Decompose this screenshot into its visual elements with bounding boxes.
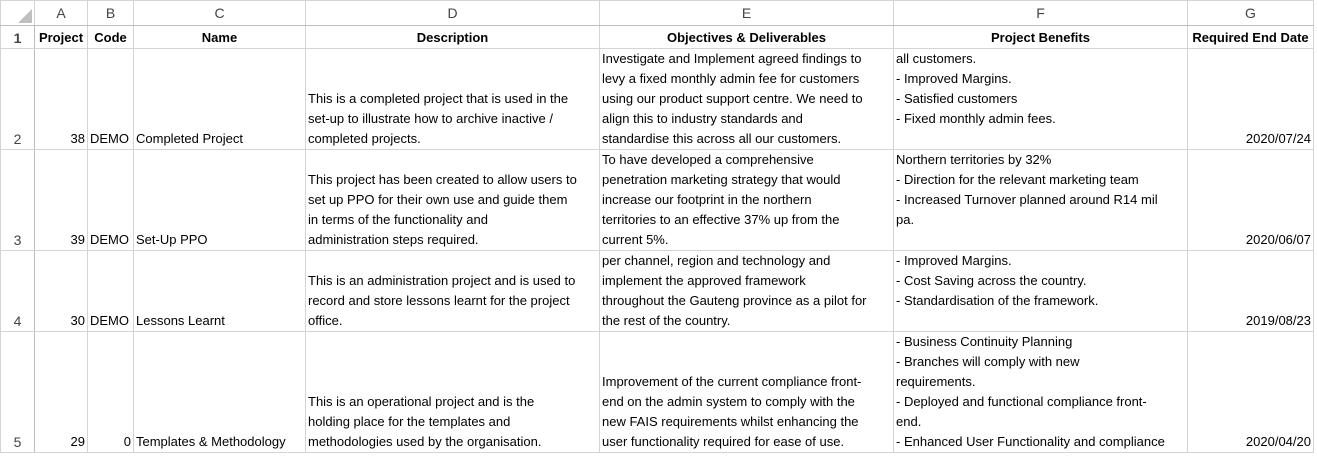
header-description[interactable]: Description xyxy=(306,26,600,49)
objectives-text: To have developed a comprehensive penetration marketing strategy that would increase our footprint in the northern territories to an effective 37% up from the current 5%. xyxy=(602,152,841,247)
column-header-f[interactable]: F xyxy=(894,1,1188,26)
header-end-date[interactable]: Required End Date xyxy=(1188,26,1314,49)
table-row xyxy=(1,150,1314,251)
code-cell[interactable]: 0 xyxy=(88,332,134,453)
column-header-c[interactable]: C xyxy=(134,1,306,26)
column-header-row xyxy=(1,1,1314,26)
benefits-cell[interactable] xyxy=(894,332,1188,453)
table-row xyxy=(1,49,1314,150)
column-header-g[interactable]: G xyxy=(1188,1,1314,26)
benefits-cell[interactable] xyxy=(894,251,1188,332)
header-objectives[interactable]: Objectives & Deliverables xyxy=(600,26,894,49)
header-name[interactable]: Name xyxy=(134,26,306,49)
description-cell[interactable]: This is an operational project and is the holding place for the templates and methodologies used by the organisation. xyxy=(306,332,600,453)
code-cell[interactable]: DEMO xyxy=(88,49,134,150)
header-row xyxy=(1,26,1314,49)
code-cell[interactable]: DEMO xyxy=(88,251,134,332)
select-all-corner[interactable] xyxy=(1,1,35,26)
description-cell[interactable]: This is an administration project and is used to record and store lessons learnt for the project office. xyxy=(306,251,600,332)
objectives-cell[interactable] xyxy=(600,150,894,251)
table-row xyxy=(1,332,1314,453)
header-benefits[interactable]: Project Benefits xyxy=(894,26,1188,49)
benefits-text: - Improved Margins. - Cost Saving across the country. - Standardisation of the framework. xyxy=(896,253,1099,308)
column-header-a[interactable]: A xyxy=(35,1,88,26)
objectives-cell[interactable] xyxy=(600,251,894,332)
row-header[interactable]: 3 xyxy=(1,150,35,251)
project-cell[interactable]: 29 xyxy=(35,332,88,453)
objectives-cell[interactable] xyxy=(600,332,894,453)
column-header-b[interactable]: B xyxy=(88,1,134,26)
row-header-1[interactable]: 1 xyxy=(1,26,35,49)
header-project[interactable]: Project xyxy=(35,26,88,49)
column-header-d[interactable]: D xyxy=(306,1,600,26)
objectives-text: per channel, region and technology and implement the approved framework throughout the Gauteng province as a pilot for the rest of the country. xyxy=(602,253,867,328)
row-header[interactable]: 5 xyxy=(1,332,35,453)
end-date-cell[interactable]: 2020/07/24 xyxy=(1188,49,1314,150)
end-date-cell[interactable]: 2020/06/07 xyxy=(1188,150,1314,251)
name-cell[interactable]: Completed Project xyxy=(134,49,306,150)
benefits-cell[interactable] xyxy=(894,150,1188,251)
description-cell[interactable]: This project has been created to allow users to set up PPO for their own use and guide them in terms of the functionality and administration steps required. xyxy=(306,150,600,251)
benefits-text: - Business Continuity Planning - Branches will comply with new requirements. - Deployed and functional compliance front- end. - Enhanced User Functionality and compliance xyxy=(896,334,1165,449)
column-header-e[interactable]: E xyxy=(600,1,894,26)
table-row xyxy=(1,251,1314,332)
name-cell[interactable]: Lessons Learnt xyxy=(134,251,306,332)
name-cell[interactable]: Templates & Methodology xyxy=(134,332,306,453)
objectives-text: Investigate and Implement agreed findings to levy a fixed monthly admin fee for customers using our product support centre. We need to align this to industry standards and standardise this across all our customers. xyxy=(602,51,863,146)
project-cell[interactable]: 38 xyxy=(35,49,88,150)
project-cell[interactable]: 39 xyxy=(35,150,88,251)
objectives-cell[interactable] xyxy=(600,49,894,150)
description-cell[interactable]: This is a completed project that is used in the set-up to illustrate how to archive inactive / completed projects. xyxy=(306,49,600,150)
code-cell[interactable]: DEMO xyxy=(88,150,134,251)
header-code[interactable]: Code xyxy=(88,26,134,49)
benefits-text: Northern territories by 32% - Direction for the relevant marketing team - Increased Turnover planned around R14 mil pa. xyxy=(896,152,1158,227)
objectives-text: Improvement of the current compliance front- end on the admin system to comply with the new FAIS requirements whilst enhancing the user functionality required for ease of use. xyxy=(602,374,862,449)
project-cell[interactable]: 30 xyxy=(35,251,88,332)
name-cell[interactable]: Set-Up PPO xyxy=(134,150,306,251)
row-header[interactable]: 2 xyxy=(1,49,35,150)
row-header[interactable]: 4 xyxy=(1,251,35,332)
end-date-cell[interactable]: 2019/08/23 xyxy=(1188,251,1314,332)
benefits-cell[interactable] xyxy=(894,49,1188,150)
end-date-cell[interactable]: 2020/04/20 xyxy=(1188,332,1314,453)
benefits-text: all customers. - Improved Margins. - Satisfied customers - Fixed monthly admin fees. xyxy=(896,51,1056,126)
